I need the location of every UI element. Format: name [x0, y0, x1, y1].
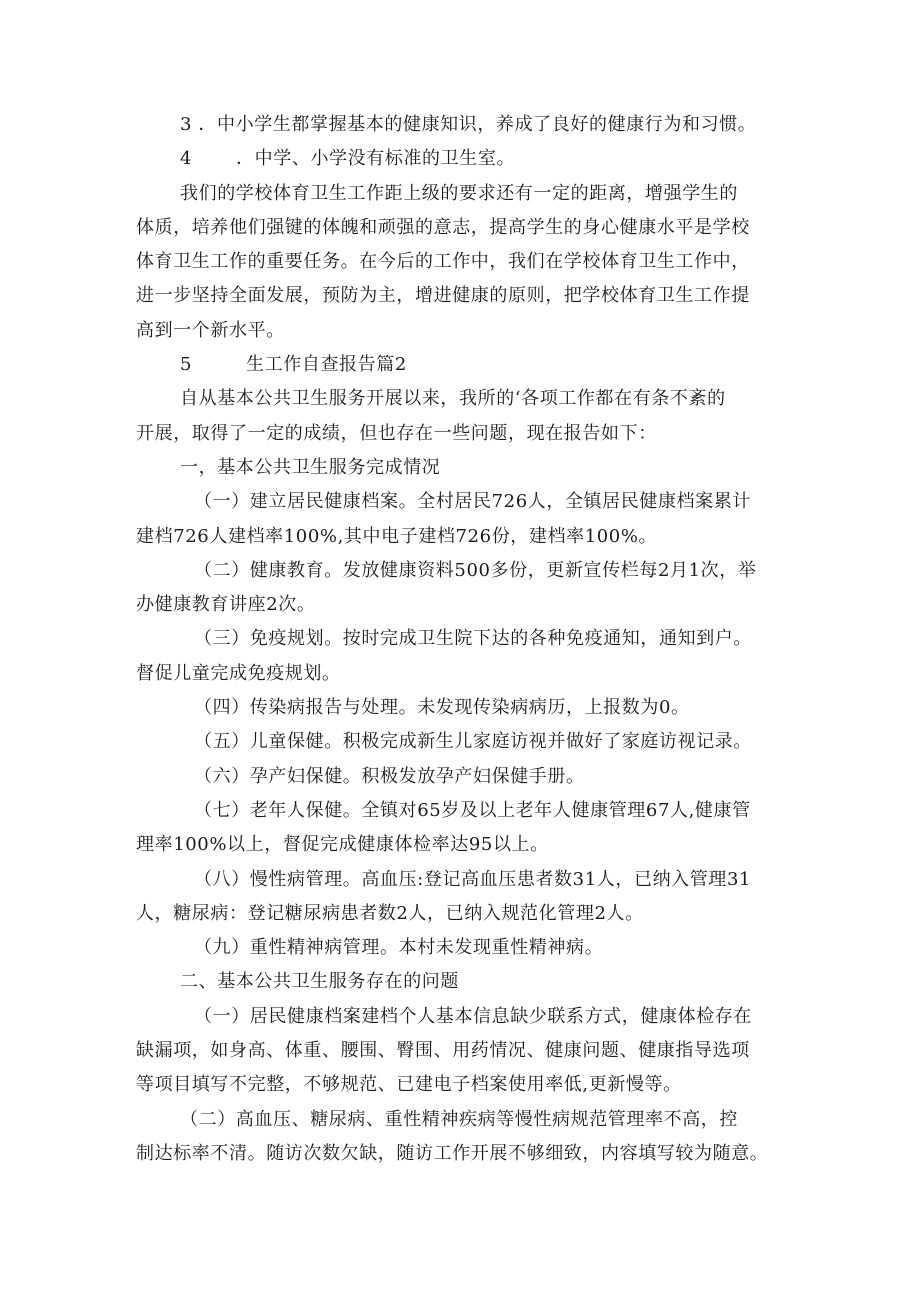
paragraph-line: （九）重性精神病管理。本村未发现重性精神病。 [194, 937, 604, 959]
paragraph-line: （八）慢性病管理。高血压:登记高血压患者数31人，已纳入管理31 [194, 868, 752, 890]
paragraph-line: 建档726人建档率100%,其中电子建档726份，建档率100%。 [136, 525, 658, 547]
paragraph-line: （一）建立居民健康档案。全村居民726人，全镇居民健康档案累计 [194, 491, 751, 513]
paragraph-line: 进一步坚持全面发展，预防为主，增进健康的原则，把学校体育卫生工作提 [136, 285, 750, 307]
paragraph-line: 我们的学校体育卫生工作距上级的要求还有一定的距离，增强学生的 [180, 182, 738, 204]
paragraph-line: 缺漏项，如身高、体重、腰围、臀围、用药情况、健康问题、健康指导选项 [136, 1040, 750, 1062]
paragraph-line: （二）高血压、糖尿病、重性精神疾病等慢性病规范管理率不高，控 [180, 1108, 738, 1130]
paragraph-line: （四）传染病报告与处理。未发现传染病病历，上报数为0。 [194, 697, 690, 719]
paragraph-line: 自从基本公共卫生服务开展以来，我所的‘各项工作都在有条不紊的 [180, 388, 726, 410]
paragraph-line: 等项目填写不完整，不够规范、已建电子档案使用率低,更新慢等。 [136, 1074, 682, 1096]
paragraph-line: （六）孕产妇保健。积极发放孕产妇保健手册。 [194, 765, 585, 787]
section-heading: 二、基本公共卫生服务存在的问题 [180, 971, 459, 993]
paragraph-line: 督促儿童完成免疫规划。 [136, 662, 341, 684]
document-body [136, 108, 786, 1171]
paragraph-line: 办健康教育讲座2次。 [136, 594, 316, 616]
paragraph-line: （七）老年人保健。全镇对65岁及以上老年人健康管理67人,健康管 [194, 799, 751, 821]
section-heading: 一，基本公共卫生服务完成情况 [180, 456, 441, 478]
paragraph-line: （二）健康教育。发放健康资料500多份，更新宣传栏每2月1次，举 [194, 559, 757, 581]
paragraph-line: 人，糖尿病：登记糖尿病患者数2人，已纳入规范化管理2人。 [136, 902, 644, 924]
paragraph-line: 开展，取得了一定的成绩，但也存在一些问题，现在报告如下： [136, 422, 657, 444]
paragraph-line: 高到一个新水平。 [136, 319, 285, 341]
section-heading: 5 生工作自查报告篇2 [180, 354, 407, 376]
paragraph-line: （五）儿童保健。积极完成新生儿家庭访视并做好了家庭访视记录。 [194, 731, 752, 753]
paragraph-line: 理率100%以上，督促完成健康体检率达95以上。 [136, 834, 549, 856]
paragraph-line: （三）免疫规划。按时完成卫生院下达的各种免疫通知，通知到户。 [194, 628, 752, 650]
list-item-3: 3 ．中小学生都掌握基本的健康知识，养成了良好的健康行为和习惯。 [180, 114, 757, 135]
paragraph-line: 体育卫生工作的重要任务。在今后的工作中，我们在学校体育卫生工作中， [136, 251, 750, 273]
paragraph-line: （一）居民健康档案建档个人基本信息缺少联系方式，健康体检存在 [194, 1005, 752, 1027]
paragraph-line: 体质，培养他们强键的体魄和顽强的意志，提高学生的身心健康水平是学校 [136, 216, 750, 238]
paragraph-line: 制达标率不清。随访次数欠缺，随访工作开展不够细致，内容填写较为随意。 [136, 1142, 769, 1164]
list-item-4: 4 ．中学、小学没有标准的卫生室。 [180, 148, 516, 170]
